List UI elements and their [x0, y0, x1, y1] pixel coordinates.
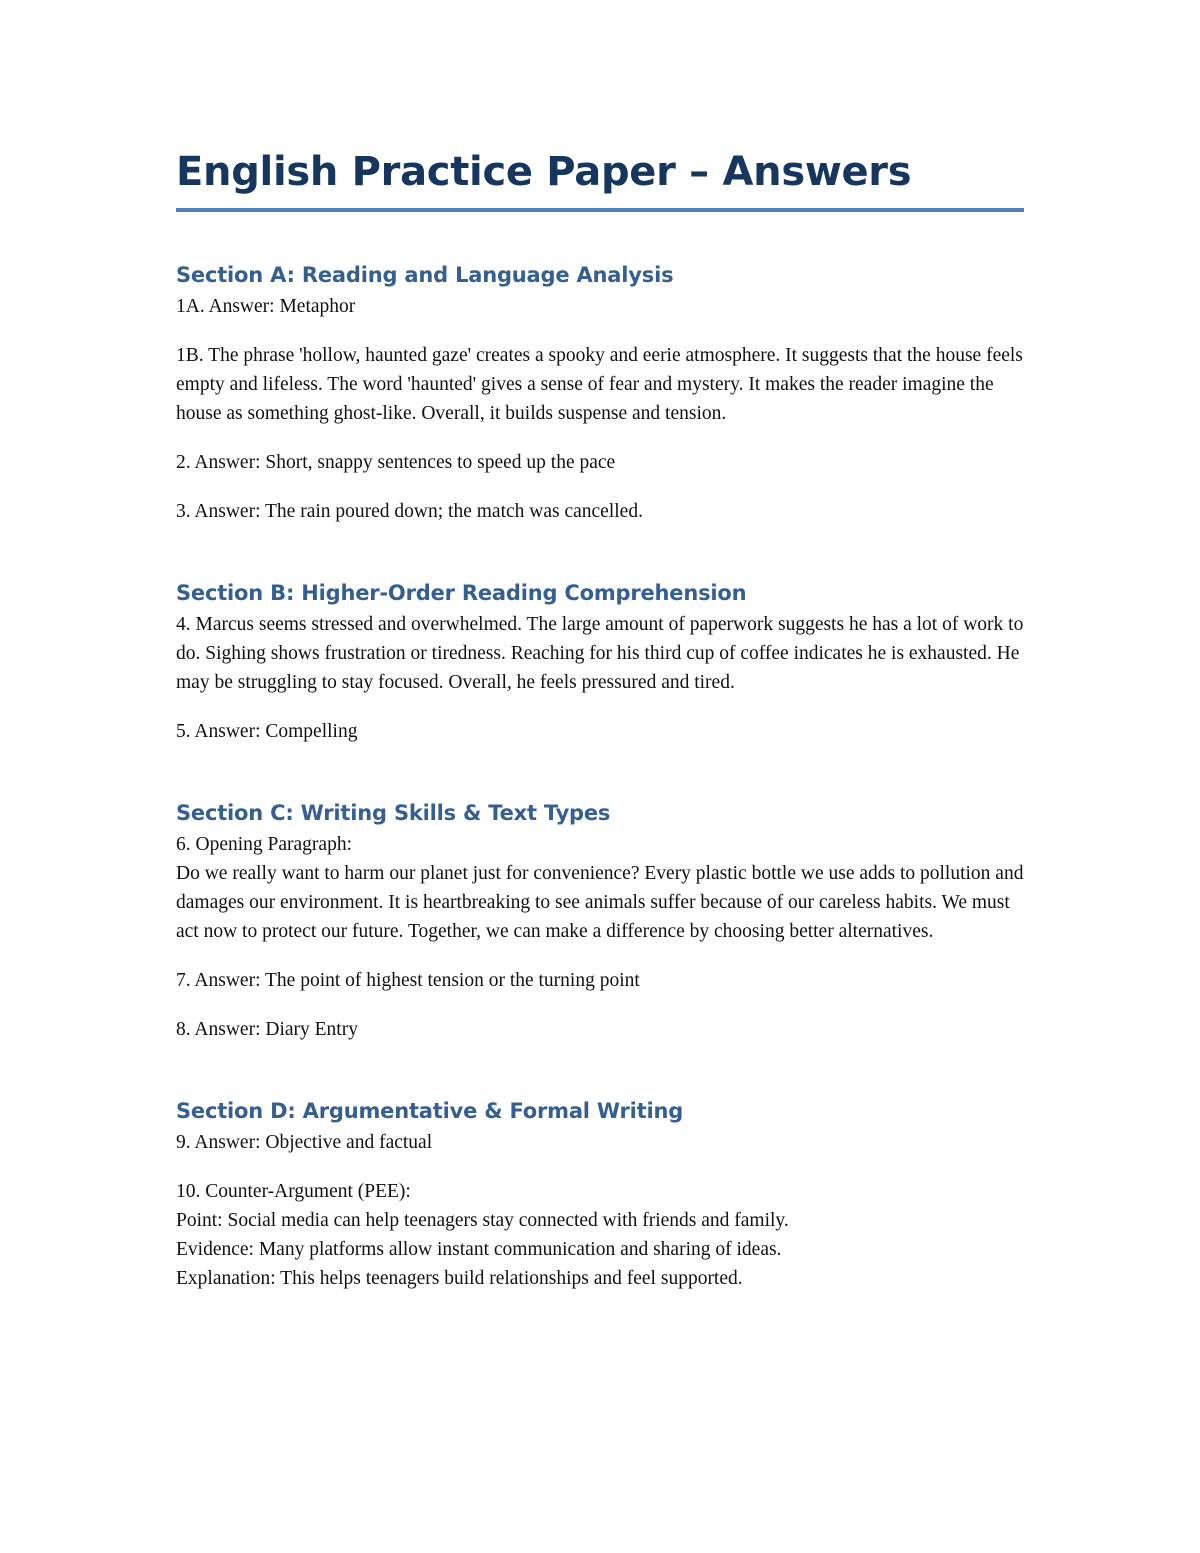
- answer-4: 4. Marcus seems stressed and overwhelmed. The large amount of paperwork suggests he has a lot of work to do. Sighing shows frustration or tiredness. Reaching for his third cup of coffee indicates he is exhausted. He may be struggling to stay focused. Overall, he feels pressured and tired.: [176, 614, 1024, 693]
- answer-10-explanation: Explanation: This helps teenagers build relationships and feel supported.: [176, 1268, 743, 1289]
- document-page: [176, 140, 1026, 1293]
- section-d: [176, 1096, 1026, 1293]
- answer-1b: 1B. The phrase 'hollow, haunted gaze' creates a spooky and eerie atmosphere. It suggests that the house feels empty and lifeless. The word 'haunted' gives a sense of fear and mystery. It makes the reader imagine the house as something ghost-like. Overall, it builds suspense and tension.: [176, 345, 1023, 424]
- answer-10: [176, 1177, 1026, 1293]
- section-c-heading: Section C: Writing Skills & Text Types: [176, 801, 611, 825]
- answer-10-point: Point: Social media can help teenagers stay connected with friends and family.: [176, 1210, 789, 1231]
- section-b: [176, 578, 1026, 746]
- answer-5: 5. Answer: Compelling: [176, 721, 358, 742]
- answer-9: 9. Answer: Objective and factual: [176, 1132, 433, 1153]
- section-a: [176, 260, 1026, 526]
- section-d-heading: Section D: Argumentative & Formal Writing: [176, 1099, 684, 1123]
- answer-10-label: 10. Counter-Argument (PEE):: [176, 1181, 411, 1202]
- document-title: English Practice Paper – Answers: [176, 140, 1024, 212]
- section-a-heading: Section A: Reading and Language Analysis: [176, 263, 674, 287]
- answer-1a: 1A. Answer: Metaphor: [176, 296, 356, 317]
- answer-10-evidence: Evidence: Many platforms allow instant communication and sharing of ideas.: [176, 1239, 782, 1260]
- answer-2: 2. Answer: Short, snappy sentences to speed up the pace: [176, 452, 616, 473]
- section-b-heading: Section B: Higher-Order Reading Comprehension: [176, 581, 747, 605]
- section-c: [176, 798, 1026, 1044]
- answer-8: 8. Answer: Diary Entry: [176, 1019, 358, 1040]
- answer-6: [176, 830, 1026, 946]
- answer-7: 7. Answer: The point of highest tension or the turning point: [176, 970, 640, 991]
- answer-3: 3. Answer: The rain poured down; the match was cancelled.: [176, 501, 643, 522]
- answer-6-label: 6. Opening Paragraph:: [176, 834, 352, 855]
- answer-6-text: Do we really want to harm our planet just for convenience? Every plastic bottle we use adds to pollution and damages our environment. It is heartbreaking to see animals suffer because of our careless habits. We must act now to protect our future. Together, we can make a difference by choosing better alternatives.: [176, 863, 1024, 942]
